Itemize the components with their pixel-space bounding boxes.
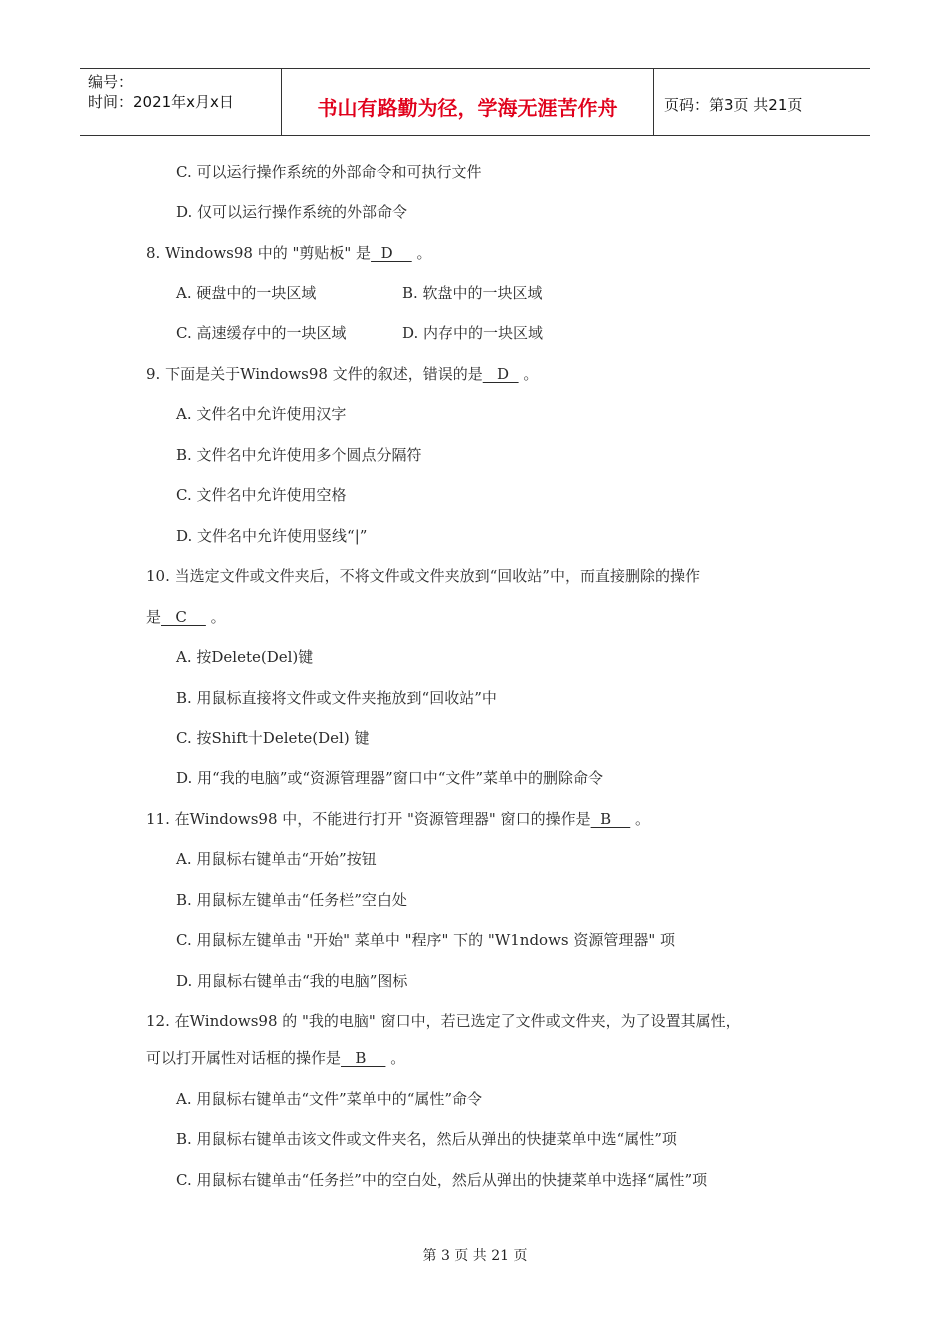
question-10-stem-line-2	[146, 607, 226, 627]
page-footer	[0, 1245, 950, 1265]
question-12-option-c: C. 用鼠标右键单击“任务拦”中的空白处，然后从弹出的快捷菜单中选择“属性”项	[176, 1171, 708, 1189]
question-11-stem	[146, 809, 650, 829]
question-8-option-c: C. 高速缓存中的一块区域	[176, 324, 347, 342]
question-7-option-c: C. 可以运行操作系统的外部命令和可执行文件	[176, 163, 482, 181]
page-header	[80, 68, 870, 136]
question-11-option-b: B. 用鼠标左键单击“任务栏”空白处	[176, 891, 407, 909]
question-8-text: 8. Windows98 中的 "剪贴板" 是	[146, 244, 372, 262]
footer-page-number: 第 3 页 共 21 页	[422, 1248, 528, 1264]
question-11-option-a: A. 用鼠标右键单击“开始”按钮	[176, 850, 377, 868]
header-meta-cell	[80, 69, 282, 135]
question-9-option-c: C. 文件名中允许使用空格	[176, 486, 347, 504]
question-12-stem-line-2	[146, 1048, 405, 1068]
question-9-option-d: D. 文件名中允许使用竖线“|”	[176, 527, 368, 545]
question-8-option-d: D. 内存中的一块区域	[402, 324, 544, 342]
question-10-option-d: D. 用“我的电脑”或“资源管理器”窗口中“文件”菜单中的删除命令	[176, 769, 604, 787]
question-11-option-d: D. 用鼠标右键单击“我的电脑”图标	[176, 972, 408, 990]
question-9-stem	[146, 364, 538, 384]
question-9-option-b: B. 文件名中允许使用多个圆点分隔符	[176, 446, 422, 464]
header-page-indicator: 页码：第3页 共21页	[664, 95, 803, 114]
question-11-end: 。	[630, 810, 651, 828]
question-10-end: 。	[205, 608, 226, 626]
question-8-stem	[146, 243, 431, 263]
question-12-option-b: B. 用鼠标右键单击该文件或文件夹名，然后从弹出的快捷菜单中选“属性”项	[176, 1130, 677, 1148]
header-motto: 书山有路勤为径，学海无涯苦作舟	[282, 69, 654, 135]
question-11-answer: B	[590, 810, 631, 828]
question-12-end: 。	[385, 1049, 406, 1067]
question-12-text: 可以打开属性对话框的操作是	[146, 1049, 342, 1067]
question-11-option-c: C. 用鼠标左键单击 "开始" 菜单中 "程序" 下的 "W1ndows 资源管理器" 项	[176, 931, 676, 949]
question-10-option-c: C. 按Shift十Delete(Del) 键	[176, 729, 370, 747]
question-10-stem-line-1: 10. 当选定文件或文件夹后，不将文件或文件夹放到“回收站”中，而直接删除的操作	[146, 567, 700, 585]
document-number-label: 编号：	[88, 73, 134, 91]
question-12-stem-line-1: 12. 在Windows98 的 "我的电脑" 窗口中，若已选定了文件或文件夹，为了设置其属性，	[146, 1012, 741, 1030]
question-10-option-b: B. 用鼠标直接将文件或文件夹拖放到“回收站”中	[176, 689, 497, 707]
question-12-answer: B	[341, 1049, 386, 1067]
question-7-option-d: D. 仅可以运行操作系统的外部命令	[176, 203, 408, 221]
question-8-answer: D	[371, 244, 412, 262]
question-8-option-a: A. 硬盘中的一块区域	[176, 284, 317, 302]
question-9-option-a: A. 文件名中允许使用汉字	[176, 405, 347, 423]
question-8-end: 。	[411, 244, 432, 262]
document-date-label: 时间：2021年x月x日	[88, 93, 234, 111]
question-8-option-b: B. 软盘中的一块区域	[402, 284, 543, 302]
question-10-answer: C	[161, 608, 206, 626]
question-9-answer: D	[482, 365, 519, 383]
question-12-option-a: A. 用鼠标右键单击“文件”菜单中的“属性”命令	[176, 1090, 483, 1108]
question-9-text: 9. 下面是关于Windows98 文件的叙述，错误的是	[146, 365, 483, 383]
question-10-option-a: A. 按Delete(Del)键	[176, 648, 314, 666]
question-11-text: 11. 在Windows98 中，不能进行打开 "资源管理器" 窗口的操作是	[146, 810, 591, 828]
question-9-end: 。	[518, 365, 539, 383]
question-10-text: 是	[146, 608, 162, 626]
